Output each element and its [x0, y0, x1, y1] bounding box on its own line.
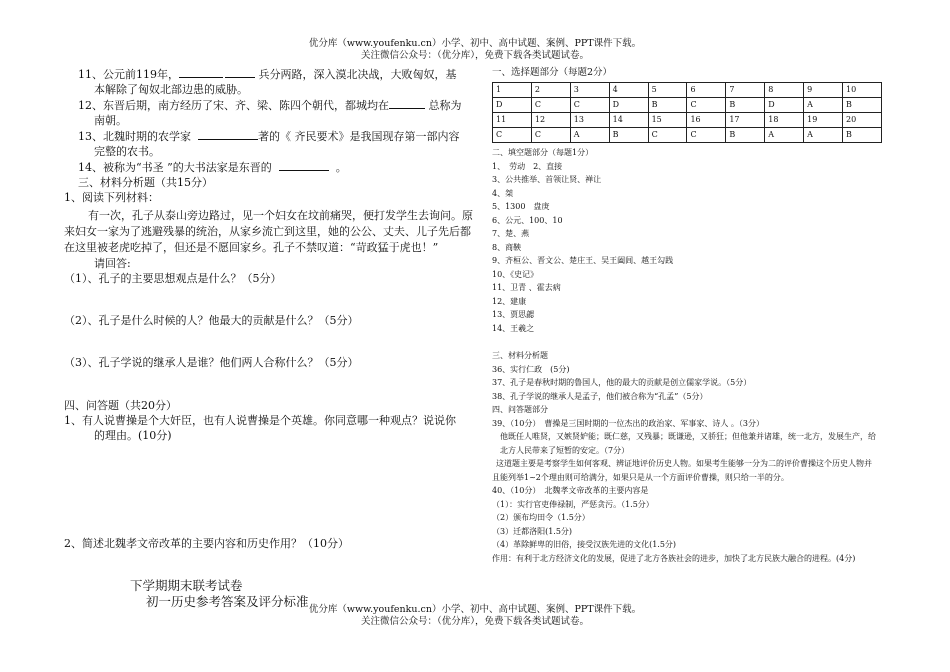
answer-40-item-1: （1）：实行官吏俸禄制，严惩贪污。（1.5分）: [492, 499, 654, 509]
answer-40-item-2: （2）颁布均田令（1.5分）: [492, 513, 590, 522]
fill-answer-4: 4、桀: [492, 188, 514, 198]
choice-section-heading: 一、选择题部分（每题2分）: [492, 67, 613, 78]
header-line-1: 优分库（www.youfenku.cn）小学、初中、高中试题、案例、PPT课件下载。: [308, 38, 642, 49]
answer-prompt: 请回答:: [94, 257, 131, 270]
footer-line-1: 优分库（www.youfenku.cn）小学、初中、高中试题、案例、PPT课件下载。: [308, 604, 642, 615]
material-question-3: （3）、孔子学说的继承人是谁？他们两人合称什么？（5分）: [64, 356, 359, 369]
fill-answer-3: 3、公共推举、首领让贤、禅让: [492, 175, 602, 184]
essay-question-2: 2、简述北魏孝文帝改革的主要内容和历史作用？（10分）: [64, 537, 349, 550]
fill-answer-10: 10、《史记》: [492, 269, 539, 279]
fill-answer-6: 6、公元、100、10: [492, 215, 563, 225]
answer-40-item-4: （4）革除鲜卑的旧俗，接受汉族先进的文化(1.5分): [492, 540, 677, 549]
answer-38: 38、孔子学说的继承人是孟子，他们被合称为“孔孟”（5分）: [492, 391, 708, 401]
fill-answer-14: 14、王羲之: [492, 323, 535, 333]
fill-answer-1: 1、 劳动 2、直接: [492, 161, 563, 171]
material-section-heading: 三、材料分析题: [492, 351, 548, 360]
answer-39-line-3: 北方人民带来了短暂的安定。（7分）: [500, 445, 630, 455]
exam-questions-column: [64, 66, 474, 551]
page-footer: [0, 604, 950, 628]
question-13: 13、北魏时期的农学家 著的《 齐民要术》是我国现存第一部内容: [78, 130, 460, 143]
answer-36: 36、实行仁政 (5分): [492, 364, 570, 374]
answer-39-note-cont: 且能列举1~2个理由则可给满分，如果只是从一个方面评价曹操，则只给一半的分。: [492, 472, 789, 482]
table-row: 11 12 13 14 15 16 17 18 19 20: [493, 113, 882, 128]
header-line-2: 关注微信公众号：（优分库），免费下载各类试题试卷。: [360, 50, 589, 61]
material-text: 有一次，孔子从泰山旁边路过，见一个妇女在坟前痛哭，便打发学生去询问。原来妇女一家为了逃避残暴的统治，从家乡流亡到这里，她的公公、丈夫、儿子先后都在这里被老虎吃掉了，但还是不愿回家乡。孔子不禁叹道：“苛政猛于虎也！”: [64, 209, 473, 254]
answer-key-column: [492, 66, 892, 565]
read-material-heading: 1、阅读下列材料：: [64, 191, 159, 204]
material-question-2: （2）、孔子是什么时候的人？他最大的贡献是什么？（5分）: [64, 314, 359, 327]
table-row: 1 2 3 4 5 6 7 8 9 10: [493, 83, 882, 98]
fill-answer-11: 11、卫青 、霍去病: [492, 283, 561, 292]
essay-section-heading: 四、问答题部分: [492, 405, 548, 414]
choice-answer-table: [492, 82, 882, 143]
answer-39-note: 这道题主要是考察学生如何客观、辨证地评价历史人物。如果考生能够一分为二的评价曹操这个历史人物并: [496, 459, 872, 468]
essay-question-1-cont: 的理由。(10分): [94, 429, 172, 442]
footer-line-2: 关注微信公众号：（优分库），免费下载各类试题试卷。: [360, 616, 589, 627]
question-14: 14、被称为“书圣 ”的大书法家是东晋的 。: [78, 161, 347, 174]
answer-40-effect: 作用：有利于北方经济文化的发展，促进了北方各族社会的进步，加快了北方民族大融合的进程。(4分): [492, 553, 856, 563]
page-header-top: [0, 38, 950, 62]
exam-title: 下学期期末联考试卷: [130, 578, 243, 593]
question-12-cont: 南朝。: [94, 114, 127, 127]
fill-section-heading: 二、填空题部分（每题1分）: [492, 148, 594, 157]
question-13-cont: 完整的农书。: [94, 145, 160, 158]
answer-40: 40、（10分） 北魏孝文帝改革的主要内容是: [492, 486, 649, 495]
answer-key-title: 初一历史参考答案及评分标准: [146, 594, 309, 609]
answer-37: 37、孔子是春秋时期的鲁国人，他的最大的贡献是创立儒家学说。（5分）: [492, 378, 752, 387]
section-4-heading: 四、问答题（共20分）: [64, 399, 177, 412]
section-3-heading: 三、材料分析题（共15分）: [78, 176, 213, 189]
question-11: 11、公元前119年， 兵分两路，深入漠北决战，大败匈奴，基: [78, 68, 457, 81]
answer-40-item-3: （3）迁都洛阳(1.5分): [492, 526, 573, 536]
fill-answer-13: 13、贾思勰: [492, 310, 535, 319]
fill-answer-5: 5、1300 盘庚: [492, 202, 550, 211]
fill-answer-12: 12、建康: [492, 296, 527, 306]
answer-39-line-2: 他既任人唯贤，又嫉贤妒能；既仁慈，又残暴；既谦逊，又骄狂；但他兼并诸雄，统一北方，发展生产，给: [500, 432, 876, 441]
material-question-1: （1）、孔子的主要思想观点是什么？（5分）: [64, 272, 282, 285]
essay-question-1: 1、有人说曹操是个大奸臣，也有人说曹操是个英雄。你同意哪一种观点？说说你: [64, 414, 456, 427]
table-row: D C C D B C B D A B: [493, 98, 882, 113]
answer-39: 39、（10分） 曹操是三国时期的一位杰出的政治家、军事家、诗人 。（3分）: [492, 418, 764, 428]
table-row: C C A B C C B A A B: [493, 128, 882, 143]
fill-answer-9: 9、齐桓公、晋文公、楚庄王、吴王阖闾、越王勾践: [492, 256, 674, 265]
question-12: 12、东晋后期，南方经历了宋、齐、梁、陈四个朝代，都城均在 总称为: [78, 99, 462, 112]
fill-answer-7: 7、楚、燕: [492, 229, 530, 238]
fill-answer-8: 8、商鞅: [492, 242, 522, 252]
question-11-cont: 本解除了匈奴北部边患的威胁。: [94, 83, 248, 96]
